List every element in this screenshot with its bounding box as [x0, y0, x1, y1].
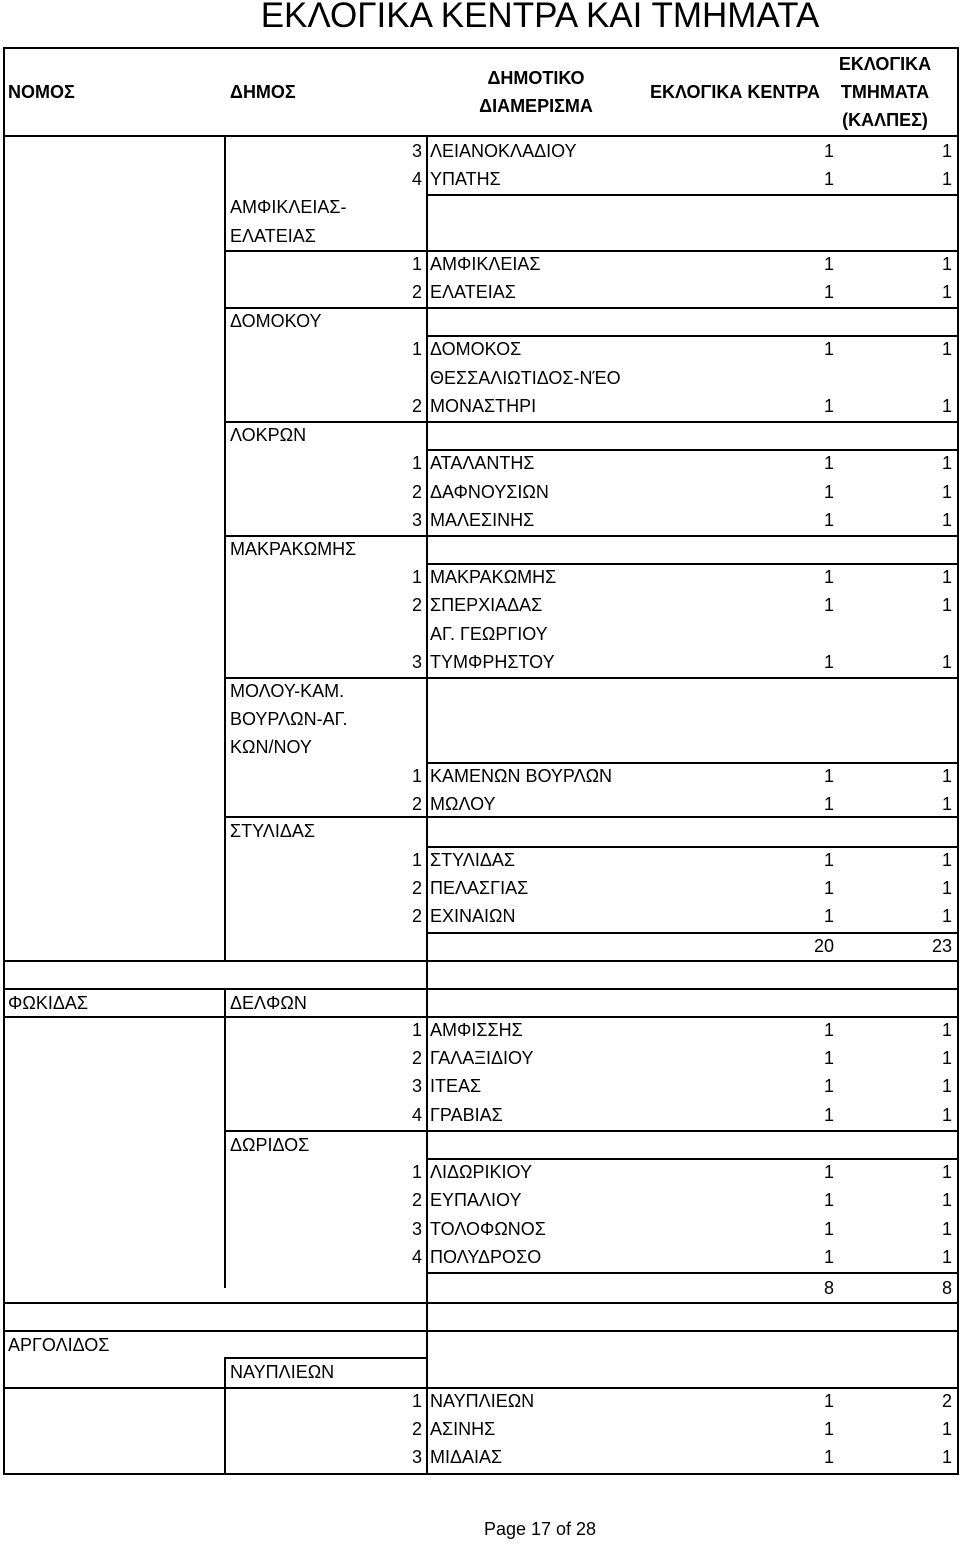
diamerisma-num: 4: [411, 169, 422, 189]
dimos-cell: ΚΩΝ/ΝΟΥ: [230, 737, 312, 757]
header-diamerisma-2: ΔΙΑΜΕΡΙΣΜΑ: [479, 96, 593, 116]
kentro-name: ΜΑΛΕΣΙΝΗΣ: [430, 510, 535, 530]
tmimata-count: 1: [941, 1219, 952, 1239]
kentro-name: ΜΩΛΟΥ: [430, 794, 496, 814]
kentra-count: 1: [823, 878, 834, 898]
kentro-name: ΔΟΜΟΚΟΣ: [430, 339, 522, 359]
kentra-count: 1: [823, 510, 834, 530]
kentro-name: ΣΠΕΡΧΙΑΔΑΣ: [430, 595, 543, 615]
row-sep: [224, 421, 426, 423]
kentra-count: 1: [823, 282, 834, 302]
kentra-count: 1: [823, 652, 834, 672]
row-sep: [426, 194, 957, 196]
header-tmimata-3: (ΚΑΛΠΕΣ): [842, 110, 928, 130]
kentra-count: 1: [823, 1020, 834, 1040]
diamerisma-num: 2: [411, 482, 422, 502]
kentra-count: 1: [823, 1391, 834, 1411]
diamerisma-num: 1: [411, 567, 422, 587]
tmimata-count: 1: [941, 1162, 952, 1182]
row-sep: [426, 1272, 957, 1274]
dimos-cell: ΕΛΑΤΕΙΑΣ: [230, 226, 316, 246]
diamerisma-num: 2: [411, 794, 422, 814]
dimos-cell: ΝΑΥΠΛΙΕΩΝ: [230, 1362, 335, 1382]
kentra-count: 1: [823, 453, 834, 473]
kentro-name: ΜΙΔΑΙΑΣ: [430, 1447, 503, 1467]
tmimata-count: 1: [941, 282, 952, 302]
kentra-count: 1: [823, 1219, 834, 1239]
kentra-count: 1: [823, 595, 834, 615]
kentro-name: ΑΤΑΛΑΝΤΗΣ: [430, 453, 535, 473]
kentra-count: 1: [823, 169, 834, 189]
dimos-cell: ΑΜΦΙΚΛΕΙΑΣ-: [230, 197, 347, 217]
diamerisma-num: 4: [411, 1247, 422, 1267]
kentra-count: 1: [823, 850, 834, 870]
kentro-name: ΓΡΑΒΙΑΣ: [430, 1105, 503, 1125]
tmimata-count: 1: [941, 1447, 952, 1467]
kentro-name: ΙΤΕΑΣ: [430, 1076, 482, 1096]
row-sep: [3, 988, 959, 990]
kentra-count: 1: [823, 906, 834, 926]
kentro-name: ΜΟΝΑΣΤΗΡΙ: [430, 396, 537, 416]
total-tmimata: 8: [941, 1278, 952, 1298]
diamerisma-num: 4: [411, 1105, 422, 1125]
kentra-count: 1: [823, 1076, 834, 1096]
diamerisma-num: 1: [411, 339, 422, 359]
row-sep: [426, 535, 957, 537]
row-sep: [224, 307, 426, 309]
row-sep: [426, 250, 957, 252]
diamerisma-num: 1: [411, 453, 422, 473]
kentra-count: 1: [823, 1247, 834, 1267]
row-sep: [3, 1387, 959, 1389]
kentro-name: ΓΑΛΑΞΙΔΙΟΥ: [430, 1048, 534, 1068]
header-dimos: ΔΗΜΟΣ: [230, 82, 296, 102]
diamerisma-num: 1: [411, 254, 422, 274]
dimos-cell: ΔΟΜΟΚΟΥ: [230, 311, 322, 331]
row-sep: [224, 677, 426, 679]
kentro-name: ΛΙΔΩΡΙΚΙΟΥ: [430, 1162, 532, 1182]
kentro-name-line1: ΑΓ. ΓΕΩΡΓΙΟΥ: [430, 624, 548, 644]
diamerisma-num: 1: [411, 766, 422, 786]
kentra-count: 1: [823, 1105, 834, 1125]
header-tmimata-1: ΕΚΛΟΓΙΚΑ: [838, 54, 932, 74]
page-number: Page 17 of 28: [483, 1519, 597, 1539]
tmimata-count: 2: [941, 1391, 952, 1411]
row-sep: [426, 846, 957, 848]
kentra-count: 1: [823, 141, 834, 161]
tmimata-count: 1: [941, 794, 952, 814]
tmimata-count: 1: [941, 482, 952, 502]
kentro-name: ΑΜΦΙΚΛΕΙΑΣ: [430, 254, 541, 274]
tmimata-count: 1: [941, 1105, 952, 1125]
kentra-count: 1: [823, 339, 834, 359]
tmimata-count: 1: [941, 567, 952, 587]
nomos-cell: ΦΩΚΙΔΑΣ: [8, 993, 88, 1013]
tmimata-count: 1: [941, 1419, 952, 1439]
diamerisma-num: 2: [411, 878, 422, 898]
tmimata-count: 1: [941, 595, 952, 615]
row-sep: [426, 421, 957, 423]
col-divider-dimos-argolida: [224, 1357, 226, 1475]
tmimata-count: 1: [941, 141, 952, 161]
kentra-count: 1: [823, 1447, 834, 1467]
dimos-cell: ΜΟΛΟΥ-ΚΑΜ.: [230, 681, 345, 701]
tmimata-count: 1: [941, 1190, 952, 1210]
kentro-name: ΣΤΥΛΙΔΑΣ: [430, 850, 515, 870]
table-left-border: [3, 47, 5, 1475]
dimos-cell: ΛΟΚΡΩΝ: [230, 425, 307, 445]
col-divider-dimos: [224, 135, 226, 960]
diamerisma-num: 3: [411, 1447, 422, 1467]
total-tmimata: 23: [931, 936, 952, 956]
row-sep: [426, 1158, 957, 1160]
total-kentra: 8: [823, 1278, 834, 1298]
kentro-name: ΕΧΙΝΑΙΩΝ: [430, 906, 516, 926]
diamerisma-num: 3: [411, 141, 422, 161]
row-sep: [426, 563, 957, 565]
diamerisma-num: 3: [411, 1219, 422, 1239]
total-kentra: 20: [813, 936, 834, 956]
row-sep: [426, 762, 957, 764]
kentra-count: 1: [823, 482, 834, 502]
diamerisma-num: 1: [411, 1020, 422, 1040]
row-sep: [3, 1330, 959, 1332]
header-tmimata-2: ΤΜΗΜΑΤΑ: [840, 82, 930, 102]
header-kentra: ΕΚΛΟΓΙΚΑ ΚΕΝΤΡΑ: [649, 82, 820, 102]
diamerisma-num: 2: [411, 1419, 422, 1439]
diamerisma-num: 3: [411, 1076, 422, 1096]
kentro-name: ΠΕΛΑΣΓΙΑΣ: [430, 878, 529, 898]
tmimata-count: 1: [941, 652, 952, 672]
kentro-name: ΜΑΚΡΑΚΩΜΗΣ: [430, 567, 557, 587]
diamerisma-num: 2: [411, 595, 422, 615]
diamerisma-num: 2: [411, 282, 422, 302]
kentro-name: ΑΜΦΙΣΣΗΣ: [430, 1020, 523, 1040]
kentro-name: ΛΕΙΑΝΟΚΛΑΔΙΟΥ: [430, 141, 577, 161]
diamerisma-num: 3: [411, 510, 422, 530]
kentra-count: 1: [823, 1190, 834, 1210]
dimos-cell: ΜΑΚΡΑΚΩΜΗΣ: [230, 539, 357, 559]
diamerisma-num: 2: [411, 396, 422, 416]
diamerisma-num: 2: [411, 1190, 422, 1210]
diamerisma-num: 3: [411, 652, 422, 672]
row-sep: [426, 449, 957, 451]
tmimata-count: 1: [941, 766, 952, 786]
tmimata-count: 1: [941, 254, 952, 274]
diamerisma-num: 1: [411, 850, 422, 870]
row-sep: [224, 535, 426, 537]
tmimata-count: 1: [941, 1048, 952, 1068]
dimos-cell: ΣΤΥΛΙΔΑΣ: [230, 821, 315, 841]
row-sep: [426, 677, 957, 679]
kentra-count: 1: [823, 794, 834, 814]
row-sep: [224, 1357, 426, 1359]
kentro-name: ΔΑΦΝΟΥΣΙΩΝ: [430, 482, 549, 502]
diamerisma-num: 2: [411, 1048, 422, 1068]
page-title: ΕΚΛΟΓΙΚΑ ΚΕΝΤΡΑ ΚΑΙ ΤΜΗΜΑΤΑ: [260, 0, 820, 35]
header-nomos: ΝΟΜΟΣ: [8, 82, 75, 102]
nomos-cell: ΑΡΓΟΛΙΔΟΣ: [8, 1335, 110, 1355]
kentra-count: 1: [823, 567, 834, 587]
diamerisma-num: 2: [411, 906, 422, 926]
kentro-name: ΠΟΛΥΔΡΟΣΟ: [430, 1247, 542, 1267]
diamerisma-num: 1: [411, 1391, 422, 1411]
tmimata-count: 1: [941, 906, 952, 926]
row-sep: [224, 1130, 426, 1132]
kentro-name: ΝΑΥΠΛΙΕΩΝ: [430, 1391, 535, 1411]
kentro-name: ΤΥΜΦΡΗΣΤΟΥ: [430, 652, 555, 672]
row-sep: [426, 1130, 957, 1132]
kentro-name: ΚΑΜΕΝΩΝ ΒΟΥΡΛΩΝ: [430, 766, 613, 786]
row-sep: [3, 1302, 959, 1304]
col-divider-dimos-lower: [224, 988, 226, 1288]
kentra-count: 1: [823, 766, 834, 786]
kentra-count: 1: [823, 1048, 834, 1068]
row-sep: [426, 335, 957, 337]
tmimata-count: 1: [941, 453, 952, 473]
dimos-cell: ΔΕΛΦΩΝ: [230, 993, 307, 1013]
row-sep: [426, 307, 957, 309]
tmimata-count: 1: [941, 1076, 952, 1096]
tmimata-count: 1: [941, 510, 952, 530]
row-sep: [426, 932, 957, 934]
dimos-cell: ΒΟΥΡΛΩΝ-ΑΓ.: [230, 709, 348, 729]
kentra-count: 1: [823, 1419, 834, 1439]
kentro-name: ΑΣΙΝΗΣ: [430, 1419, 496, 1439]
tmimata-count: 1: [941, 339, 952, 359]
tmimata-count: 1: [941, 1020, 952, 1040]
dimos-cell: ΔΩΡΙΔΟΣ: [230, 1135, 310, 1155]
diamerisma-num: 1: [411, 1162, 422, 1182]
row-sep: [3, 1016, 959, 1018]
header-diamerisma-1: ΔΗΜΟΤΙΚΟ: [487, 68, 585, 88]
kentro-name: ΤΟΛΟΦΩΝΟΣ: [430, 1219, 546, 1239]
header-top-border: [3, 47, 959, 49]
tmimata-count: 1: [941, 1247, 952, 1267]
kentro-name: ΕΥΠΑΛΙΟΥ: [430, 1190, 522, 1210]
kentra-count: 1: [823, 1162, 834, 1182]
row-sep: [224, 816, 426, 818]
row-sep: [224, 250, 426, 252]
tmimata-count: 1: [941, 169, 952, 189]
row-sep: [426, 816, 957, 818]
kentro-name-line1: ΘΕΣΣΑΛΙΩΤΙΔΟΣ-ΝΈΟ: [430, 368, 621, 388]
row-sep: [3, 1473, 959, 1475]
header-bottom-border: [3, 135, 959, 137]
kentra-count: 1: [823, 396, 834, 416]
tmimata-count: 1: [941, 850, 952, 870]
kentro-name: ΥΠΑΤΗΣ: [430, 169, 501, 189]
kentro-name: ΕΛΑΤΕΙΑΣ: [430, 282, 516, 302]
kentra-count: 1: [823, 254, 834, 274]
tmimata-count: 1: [941, 878, 952, 898]
row-sep: [3, 960, 959, 962]
table-right-border: [957, 47, 959, 1475]
tmimata-count: 1: [941, 396, 952, 416]
